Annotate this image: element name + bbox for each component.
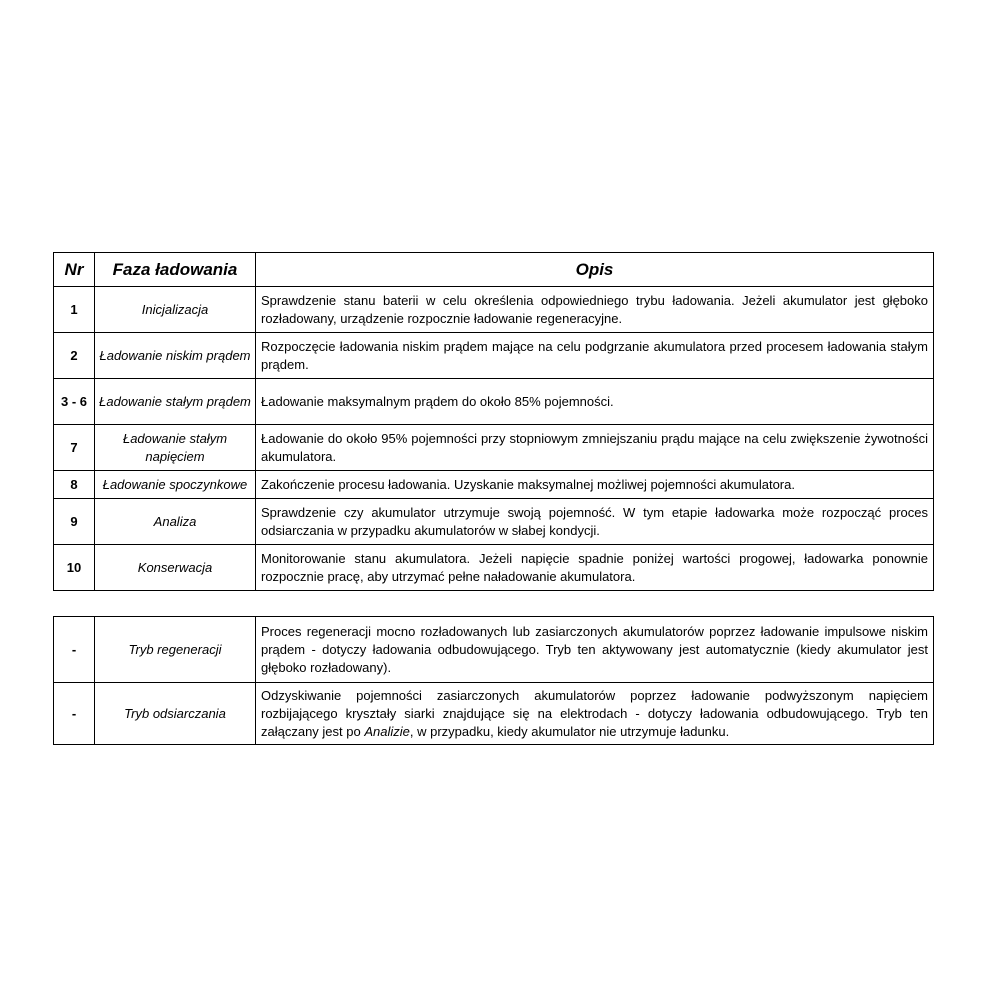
row-phase: Ładowanie niskim prądem (95, 333, 256, 379)
row-phase: Analiza (95, 499, 256, 545)
row-phase: Inicjalizacja (95, 287, 256, 333)
row-desc (256, 683, 934, 745)
row-nr: 3 - 6 (54, 379, 95, 425)
table-row (54, 617, 934, 683)
row-desc: Ładowanie maksymalnym prądem do około 85% pojemności. (256, 379, 934, 425)
header-phase: Faza ładowania (95, 253, 256, 287)
row-phase: Konserwacja (95, 545, 256, 591)
table-row (54, 425, 934, 471)
table-row (54, 379, 934, 425)
table-row (54, 287, 934, 333)
row-desc: Zakończenie procesu ładowania. Uzyskanie maksymalnej możliwej pojemności akumulatora. (256, 471, 934, 499)
table-row (54, 545, 934, 591)
row-desc-part: Odzyskiwanie pojemności zasiarczonych akumulatorów poprzez ładowanie podwyższonym napięciem rozbijającego kryształy siarki znajdujące się na elektrodach - dotyczy ładowania odbudowującego. Tryb ten załączany jest po (261, 687, 928, 739)
table-row (54, 683, 934, 745)
table-row (54, 333, 934, 379)
charging-modes-table (53, 616, 934, 745)
row-desc-part: , w przypadku, kiedy akumulator nie utrzymuje ładunku. (409, 723, 730, 739)
row-desc-emphasis: Analizie (364, 723, 410, 739)
row-desc: Ładowanie do około 95% pojemności przy stopniowym zmniejszaniu prądu mające na celu zwiększenie żywotności akumulatora. (256, 425, 934, 471)
row-nr: - (54, 617, 95, 683)
header-nr: Nr (54, 253, 95, 287)
row-nr: 9 (54, 499, 95, 545)
table-row (54, 499, 934, 545)
row-phase: Tryb odsiarczania (95, 683, 256, 745)
row-phase: Ładowanie stałym prądem (95, 379, 256, 425)
row-nr: - (54, 683, 95, 745)
row-phase: Ładowanie stałym napięciem (95, 425, 256, 471)
row-nr: 1 (54, 287, 95, 333)
row-desc: Sprawdzenie czy akumulator utrzymuje swoją pojemność. W tym etapie ładowarka może rozpocząć proces odsiarczania w przypadku akumulatorów w słabej kondycji. (256, 499, 934, 545)
row-nr: 10 (54, 545, 95, 591)
row-nr: 2 (54, 333, 95, 379)
row-desc: Monitorowanie stanu akumulatora. Jeżeli napięcie spadnie poniżej wartości progowej, ładowarka ponownie rozpocznie pracę, aby utrzymać pełne naładowanie akumulatora. (256, 545, 934, 591)
row-desc: Sprawdzenie stanu baterii w celu określenia odpowiedniego trybu ładowania. Jeżeli akumulator jest głęboko rozładowany, urządzenie rozpocznie ładowanie regeneracyjne. (256, 287, 934, 333)
row-nr: 7 (54, 425, 95, 471)
header-row (54, 253, 934, 287)
header-desc: Opis (256, 253, 934, 287)
row-phase: Ładowanie spoczynkowe (95, 471, 256, 499)
charging-phases-table (53, 252, 934, 591)
row-phase: Tryb regeneracji (95, 617, 256, 683)
table-row (54, 471, 934, 499)
row-desc: Proces regeneracji mocno rozładowanych lub zasiarczonych akumulatorów poprzez ładowanie impulsowe niskim prądem - dotyczy ładowania odbudowującego. Tryb ten aktywowany jest automatycznie (kiedy akumulator jest głęboko rozładowany). (256, 617, 934, 683)
row-desc: Rozpoczęcie ładowania niskim prądem mające na celu podgrzanie akumulatora przed procesem ładowania stałym prądem. (256, 333, 934, 379)
row-nr: 8 (54, 471, 95, 499)
